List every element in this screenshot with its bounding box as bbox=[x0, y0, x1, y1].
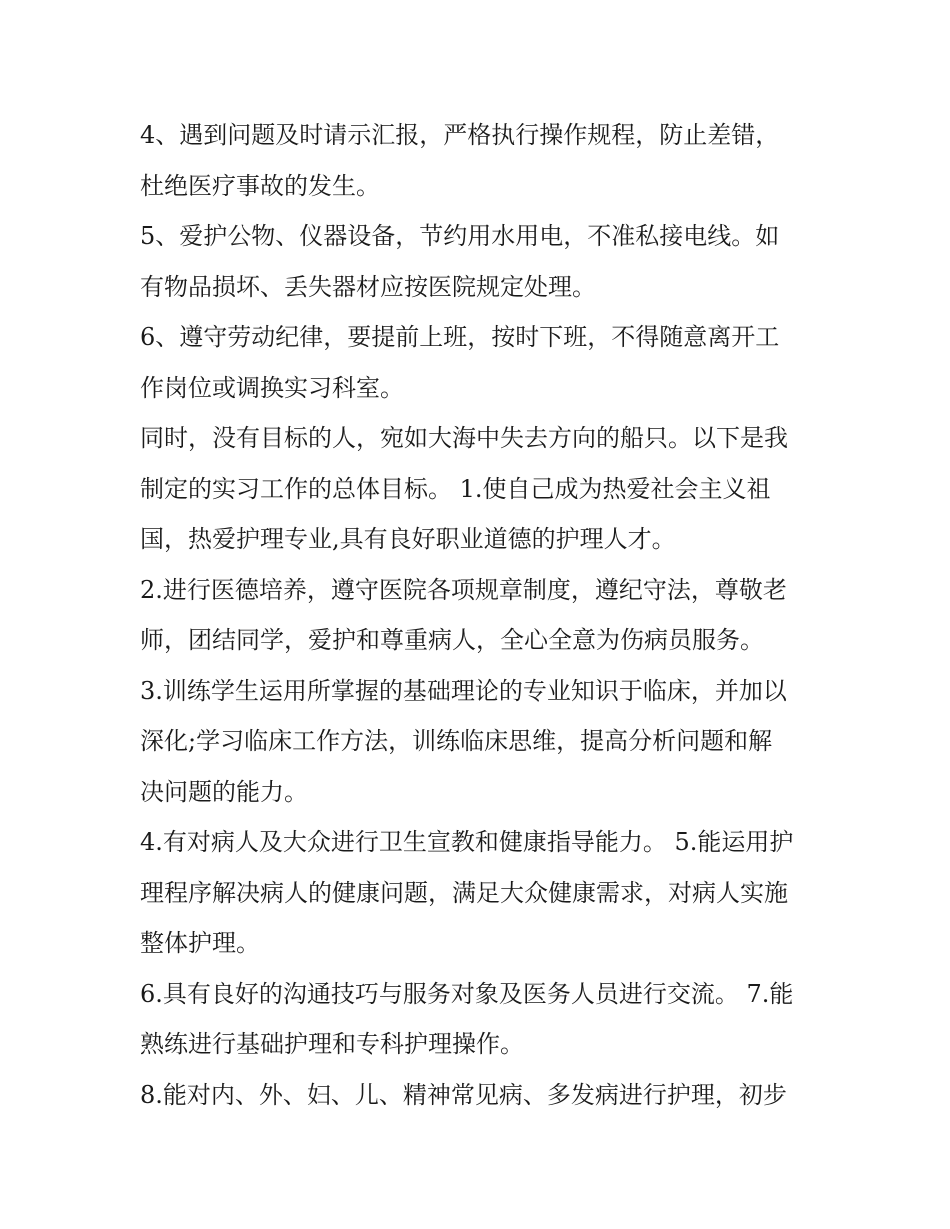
text-line-16: 理程序解决病人的健康问题，满足大众健康需求，对病人实施 bbox=[140, 878, 788, 907]
text-line-4: 有物品损坏、丢失器材应按医院规定处理。 bbox=[140, 272, 596, 301]
document-body bbox=[140, 110, 820, 1120]
text-line-9: 国，热爱护理专业,具有良好职业道德的护理人才。 bbox=[140, 525, 676, 553]
text-line-10: 2.进行医德培养，遵守医院各项规章制度，遵纪守法，尊敬老 bbox=[140, 575, 787, 604]
text-line-1: 4、遇到问题及时请示汇报，严格执行操作规程，防止差错， bbox=[140, 121, 780, 149]
text-line-13: 深化;学习临床工作方法，训练临床思维，提高分析问题和解 bbox=[140, 727, 773, 755]
text-line-15: 4.有对病人及大众进行卫生宣教和健康指导能力。 5.能运用护 bbox=[140, 828, 794, 856]
text-line-8: 制定的实习工作的总体目标。 1.使自己成为热爱社会主义祖 bbox=[140, 474, 771, 503]
text-line-11: 师，团结同学，爱护和尊重病人，全心全意为伤病员服务。 bbox=[140, 626, 764, 654]
text-line-17: 整体护理。 bbox=[140, 929, 260, 957]
text-line-7: 同时，没有目标的人，宛如大海中失去方向的船只。以下是我 bbox=[140, 424, 788, 452]
text-line-3: 5、爱护公物、仪器设备，节约用水用电，不准私接电线。如 bbox=[140, 222, 780, 250]
text-line-19: 熟练进行基础护理和专科护理操作。 bbox=[140, 1030, 524, 1058]
text-line-12: 3.训练学生运用所掌握的基础理论的专业知识于临床，并加以 bbox=[140, 676, 787, 705]
text-line-14: 决问题的能力。 bbox=[140, 777, 308, 806]
text-line-5: 6、遵守劳动纪律，要提前上班，按时下班，不得随意离开工 bbox=[140, 323, 780, 351]
text-line-20: 8.能对内、外、妇、儿、精神常见病、多发病进行护理，初步 bbox=[140, 1080, 787, 1109]
text-line-2: 杜绝医疗事故的发生。 bbox=[140, 171, 380, 200]
text-line-6: 作岗位或调换实习科室。 bbox=[140, 373, 404, 402]
text-line-18: 6.具有良好的沟通技巧与服务对象及医务人员进行交流。 7.能 bbox=[140, 979, 794, 1008]
